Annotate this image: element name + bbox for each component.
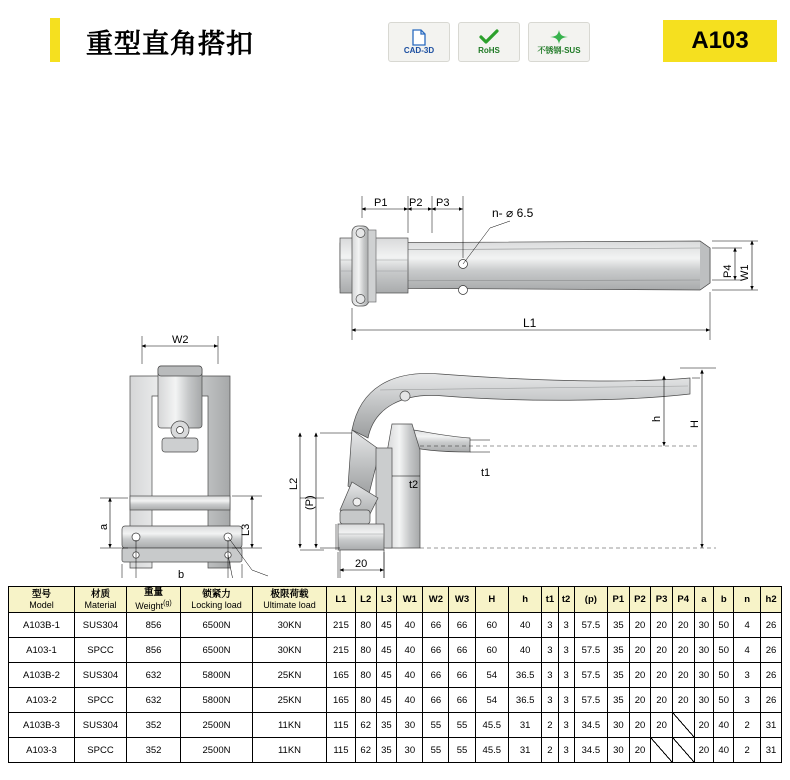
- cell-value: 6500N: [181, 613, 253, 638]
- badge-sus-label: 不锈钢-SUS: [537, 45, 581, 55]
- cell-value: 31: [761, 713, 782, 738]
- th-a: a: [694, 587, 714, 613]
- label-a: a: [98, 523, 110, 530]
- label-H: H: [689, 420, 701, 428]
- label-20: 20: [355, 558, 368, 570]
- star-icon: [549, 29, 569, 46]
- th-l2: L2: [355, 587, 376, 613]
- th-material: 材质 Material: [75, 587, 127, 613]
- cell-value: 20: [694, 738, 714, 763]
- cell-value: 54: [475, 688, 508, 713]
- page-title: 重型直角搭扣: [86, 29, 254, 60]
- cell-value: 20: [694, 713, 714, 738]
- th-h-small: h: [508, 587, 541, 613]
- badge-sus: [528, 22, 590, 62]
- check-icon: [479, 29, 499, 46]
- label-p3: P3: [436, 197, 450, 209]
- label-p4: P4: [722, 264, 734, 278]
- table-header-row: [9, 587, 782, 613]
- cell-value: 45: [376, 663, 397, 688]
- badge-cad-3d-label: CAD-3D: [403, 45, 435, 55]
- cell-value: 45: [376, 638, 397, 663]
- cell-value: 31: [761, 738, 782, 763]
- label-b: b: [178, 569, 185, 578]
- table-row: [9, 713, 782, 738]
- cell-value: 62: [355, 713, 376, 738]
- label-t2: t2: [409, 479, 419, 491]
- cell-value: 20: [651, 713, 673, 738]
- cell-value: 352: [127, 713, 181, 738]
- drawing-svg: [0, 78, 790, 578]
- cell-value: SUS304: [75, 613, 127, 638]
- cell-value: 856: [127, 613, 181, 638]
- cell-value: 30: [694, 688, 714, 713]
- cell-value: 3: [542, 688, 558, 713]
- cell-value: 80: [355, 688, 376, 713]
- cell-value: [672, 738, 694, 763]
- cell-value: 66: [449, 688, 475, 713]
- cell-value: 35: [608, 663, 630, 688]
- cell-value: 20: [629, 713, 651, 738]
- label-l2: L2: [288, 477, 300, 490]
- table-header: [9, 587, 782, 613]
- label-w2: W2: [172, 334, 189, 346]
- cell-value: 26: [761, 663, 782, 688]
- cell-value: 2: [734, 713, 761, 738]
- product-code: A103: [691, 27, 749, 54]
- side-view: [288, 368, 716, 578]
- cell-value: SPCC: [75, 688, 127, 713]
- th-p2: P2: [629, 587, 651, 613]
- th-p1: P1: [608, 587, 630, 613]
- cell-value: 20: [651, 688, 673, 713]
- cell-model: A103B-2: [9, 663, 75, 688]
- th-model: 型号 Model: [9, 587, 75, 613]
- th-t2: t2: [558, 587, 574, 613]
- table-row: [9, 663, 782, 688]
- cell-value: 80: [355, 638, 376, 663]
- label-l1: L1: [523, 316, 537, 330]
- cell-value: 856: [127, 638, 181, 663]
- th-weight: 重量 Weight$^{(g)}$: [127, 587, 181, 613]
- cell-value: 31: [508, 738, 541, 763]
- th-b: b: [714, 587, 734, 613]
- page-header: [0, 0, 790, 78]
- cell-value: 35: [376, 738, 397, 763]
- cell-value: 3: [542, 638, 558, 663]
- th-w1: W1: [397, 587, 423, 613]
- specification-table: [8, 586, 782, 763]
- cell-value: [672, 713, 694, 738]
- cell-value: 20: [672, 613, 694, 638]
- badge-rohs-label: RoHS: [478, 45, 500, 55]
- cell-value: 25KN: [253, 688, 327, 713]
- cell-value: 4: [734, 638, 761, 663]
- cell-value: 26: [761, 688, 782, 713]
- cell-value: 34.5: [574, 738, 607, 763]
- cell-value: 40: [508, 638, 541, 663]
- cell-value: 2500N: [181, 713, 253, 738]
- cell-value: 3: [542, 613, 558, 638]
- cell-value: 57.5: [574, 688, 607, 713]
- cell-value: 40: [397, 613, 423, 638]
- cell-value: 20: [629, 663, 651, 688]
- cell-model: A103-1: [9, 638, 75, 663]
- cell-value: 20: [672, 638, 694, 663]
- cell-value: 2500N: [181, 738, 253, 763]
- cell-value: 2: [734, 738, 761, 763]
- cell-value: 35: [376, 713, 397, 738]
- cell-value: 20: [629, 638, 651, 663]
- th-l3: L3: [376, 587, 397, 613]
- th-t1: t1: [542, 587, 558, 613]
- product-code-box: [663, 20, 777, 62]
- cell-model: A103-2: [9, 688, 75, 713]
- cell-value: 3: [558, 638, 574, 663]
- cell-value: 36.5: [508, 688, 541, 713]
- th-w2: W2: [423, 587, 449, 613]
- th-h: H: [475, 587, 508, 613]
- cell-value: 2: [542, 713, 558, 738]
- cell-value: 215: [327, 613, 356, 638]
- table-body: [9, 613, 782, 763]
- cell-value: 55: [423, 738, 449, 763]
- label-l3: L3: [240, 523, 252, 536]
- cell-value: SUS304: [75, 663, 127, 688]
- cell-value: 62: [355, 738, 376, 763]
- cell-value: 20: [672, 663, 694, 688]
- cell-value: 35: [608, 613, 630, 638]
- label-n-dia-6p5: n- ⌀ 6.5: [492, 206, 534, 220]
- cell-value: 11KN: [253, 738, 327, 763]
- cell-value: 66: [423, 613, 449, 638]
- header-accent-bar: [50, 18, 60, 62]
- cell-value: 50: [714, 613, 734, 638]
- cell-value: 5800N: [181, 663, 253, 688]
- technical-drawing: [0, 78, 790, 578]
- cell-value: 35: [608, 688, 630, 713]
- th-locking-load: 锁紧力 Locking load: [181, 587, 253, 613]
- th-l1: L1: [327, 587, 356, 613]
- cell-value: 20: [651, 663, 673, 688]
- cell-value: SPCC: [75, 738, 127, 763]
- cell-value: 30: [694, 663, 714, 688]
- cell-value: 4: [734, 613, 761, 638]
- table-row: [9, 688, 782, 713]
- table-row: [9, 638, 782, 663]
- cell-value: 20: [651, 613, 673, 638]
- cell-value: 40: [397, 663, 423, 688]
- cell-value: 115: [327, 738, 356, 763]
- badge-cad-3d: [388, 22, 450, 62]
- top-view: [340, 196, 758, 340]
- cell-value: SUS304: [75, 713, 127, 738]
- cell-value: 3: [542, 663, 558, 688]
- cell-value: 60: [475, 613, 508, 638]
- cell-value: 66: [423, 638, 449, 663]
- cell-value: 3: [734, 663, 761, 688]
- cell-value: 30: [694, 613, 714, 638]
- cell-value: 50: [714, 688, 734, 713]
- cell-value: 215: [327, 638, 356, 663]
- table-row: [9, 738, 782, 763]
- th-ultimate-load: 极限荷载 Ultimate load: [253, 587, 327, 613]
- cell-value: 55: [449, 713, 475, 738]
- cell-value: 20: [672, 688, 694, 713]
- cell-model: A103B-1: [9, 613, 75, 638]
- cell-value: 352: [127, 738, 181, 763]
- th-p: (p): [574, 587, 607, 613]
- cell-value: 30KN: [253, 613, 327, 638]
- cell-value: 31: [508, 713, 541, 738]
- cell-value: 632: [127, 688, 181, 713]
- cell-value: 165: [327, 688, 356, 713]
- cell-value: 80: [355, 663, 376, 688]
- cell-value: 6500N: [181, 638, 253, 663]
- cell-value: 50: [714, 663, 734, 688]
- cell-value: 57.5: [574, 613, 607, 638]
- cell-value: 3: [558, 663, 574, 688]
- th-h2: h2: [761, 587, 782, 613]
- cell-value: 165: [327, 663, 356, 688]
- cell-value: 3: [734, 688, 761, 713]
- badge-rohs: [458, 22, 520, 62]
- cell-value: 54: [475, 663, 508, 688]
- cell-value: 115: [327, 713, 356, 738]
- label-t1: t1: [481, 467, 491, 479]
- table-row: [9, 613, 782, 638]
- cell-value: 30: [608, 713, 630, 738]
- th-p4: P4: [672, 587, 694, 613]
- cell-value: 66: [423, 663, 449, 688]
- cell-value: 40: [508, 613, 541, 638]
- cell-value: 34.5: [574, 713, 607, 738]
- cell-value: 2: [542, 738, 558, 763]
- label-p1: P1: [374, 197, 388, 209]
- cell-value: 35: [608, 638, 630, 663]
- cell-value: 20: [651, 638, 673, 663]
- label-p-paren: (P): [304, 495, 316, 510]
- cell-value: 40: [714, 713, 734, 738]
- cell-value: 66: [449, 638, 475, 663]
- cell-model: A103-3: [9, 738, 75, 763]
- cell-value: SPCC: [75, 638, 127, 663]
- cell-value: 60: [475, 638, 508, 663]
- cell-value: 26: [761, 638, 782, 663]
- cell-value: 26: [761, 613, 782, 638]
- cell-value: 66: [449, 613, 475, 638]
- cell-value: 55: [423, 713, 449, 738]
- cell-value: 45.5: [475, 738, 508, 763]
- label-h: h: [651, 415, 663, 422]
- cell-value: 66: [449, 663, 475, 688]
- cell-value: 5800N: [181, 688, 253, 713]
- cell-value: 30: [694, 638, 714, 663]
- cell-value: 80: [355, 613, 376, 638]
- cell-value: 30: [397, 738, 423, 763]
- th-w3: W3: [449, 587, 475, 613]
- cell-value: 50: [714, 638, 734, 663]
- cell-value: [651, 738, 673, 763]
- cell-value: 3: [558, 713, 574, 738]
- cell-value: 20: [629, 738, 651, 763]
- cell-value: 3: [558, 688, 574, 713]
- cell-value: 40: [397, 688, 423, 713]
- cell-value: 20: [629, 688, 651, 713]
- label-w1: W1: [739, 264, 751, 281]
- cell-value: 66: [423, 688, 449, 713]
- cell-value: 25KN: [253, 663, 327, 688]
- cell-value: 57.5: [574, 663, 607, 688]
- cell-value: 40: [397, 638, 423, 663]
- cell-value: 30: [608, 738, 630, 763]
- cell-model: A103B-3: [9, 713, 75, 738]
- cell-value: 11KN: [253, 713, 327, 738]
- th-n: n: [734, 587, 761, 613]
- cell-value: 55: [449, 738, 475, 763]
- cell-value: 30KN: [253, 638, 327, 663]
- cell-value: 45.5: [475, 713, 508, 738]
- th-p3: P3: [651, 587, 673, 613]
- cell-value: 40: [714, 738, 734, 763]
- cell-value: 45: [376, 688, 397, 713]
- cell-value: 57.5: [574, 638, 607, 663]
- cell-value: 36.5: [508, 663, 541, 688]
- cell-value: 3: [558, 738, 574, 763]
- document-icon: [410, 29, 428, 46]
- cell-value: 45: [376, 613, 397, 638]
- label-p2: P2: [409, 197, 423, 209]
- cell-value: 632: [127, 663, 181, 688]
- cell-value: 30: [397, 713, 423, 738]
- cell-value: 3: [558, 613, 574, 638]
- cell-value: 20: [629, 613, 651, 638]
- front-view: [98, 334, 270, 578]
